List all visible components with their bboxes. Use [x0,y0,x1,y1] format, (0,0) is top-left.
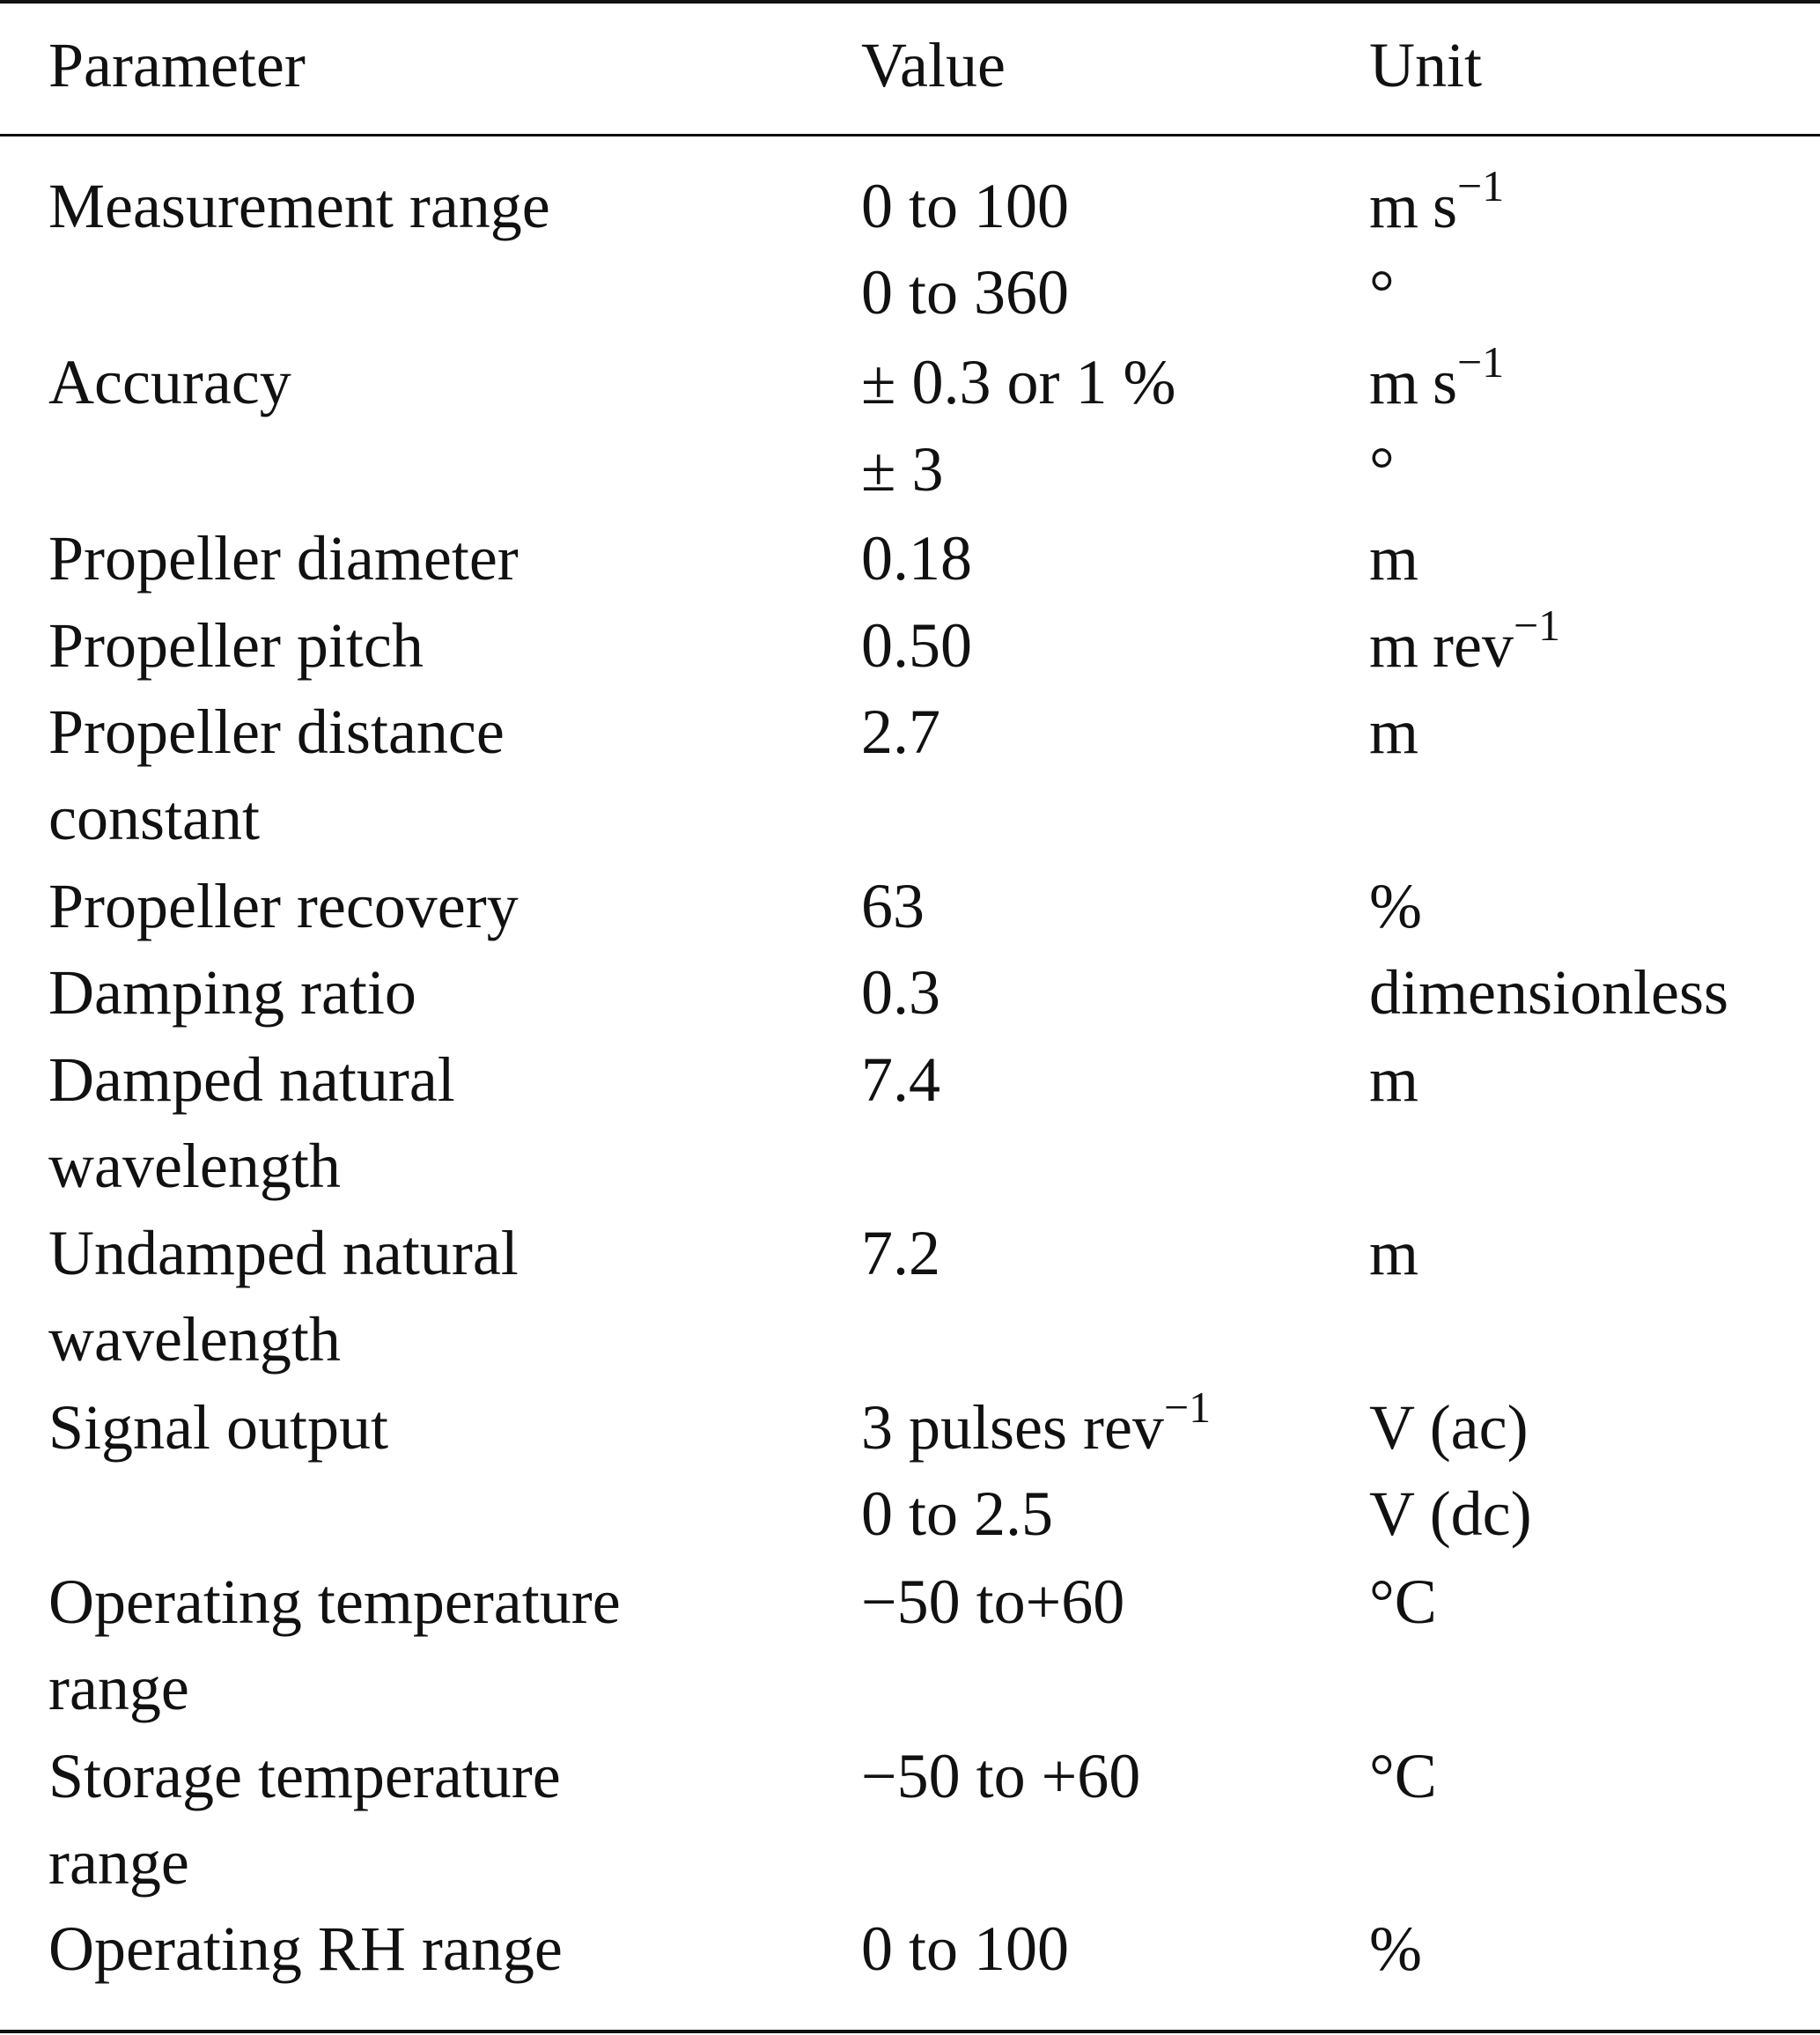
unit-operating-rh-range: % [1369,1913,1422,1984]
unit-propeller-distance-constant: m [1369,697,1419,767]
value-accuracy-direction: ± 3 [861,434,944,505]
value-accuracy-speed: ± 0.3 or 1 % [861,347,1176,417]
value-damped-natural-wavelength: 7.4 [861,1044,940,1115]
value-measurement-range-speed: 0 to 100 [861,171,1070,241]
unit-undamped-natural-wavelength: m [1369,1218,1419,1288]
table-top-rule [0,0,1820,4]
value-measurement-range-direction: 0 to 360 [861,257,1070,328]
table-bottom-rule [0,2030,1820,2033]
unit-propeller-recovery: % [1369,871,1422,941]
value-propeller-recovery: 63 [861,871,925,941]
param-propeller-diameter: Propeller diameter [48,523,519,594]
param-signal-output: Signal output [48,1392,389,1463]
unit-damped-natural-wavelength: m [1369,1044,1419,1115]
param-propeller-pitch: Propeller pitch [48,610,424,681]
value-operating-rh-range: 0 to 100 [861,1913,1070,1984]
value-damping-ratio: 0.3 [861,957,940,1028]
param-damped-natural-wavelength-line2: wavelength [48,1131,341,1201]
param-operating-temperature-range-line2: range [48,1653,189,1723]
value-propeller-distance-constant: 2.7 [861,697,940,767]
unit-measurement-range-direction: ° [1369,257,1395,328]
value-undamped-natural-wavelength: 7.2 [861,1218,940,1288]
header-parameter: Parameter [48,30,306,100]
unit-propeller-diameter: m [1369,523,1419,594]
unit-propeller-pitch: m rev$^{-1}$ [1369,601,1561,681]
value-propeller-diameter: 0.18 [861,523,972,594]
param-propeller-distance-constant-line1: Propeller distance [48,697,505,767]
param-damped-natural-wavelength-line1: Damped natural [48,1044,455,1115]
value-signal-output-ac: 3 pulses rev$^{-1}$ [861,1382,1212,1463]
unit-measurement-range-speed: m $s^{-1}$ [1369,161,1505,241]
param-storage-temperature-range-line1: Storage temperature [48,1741,561,1811]
param-undamped-natural-wavelength-line2: wavelength [48,1304,341,1375]
unit-accuracy-direction: ° [1369,434,1395,505]
param-measurement-range: Measurement range [48,171,550,241]
unit-signal-output-dc: V (dc) [1369,1478,1532,1549]
param-propeller-recovery: Propeller recovery [48,871,519,941]
header-value: Value [861,30,1006,100]
table-header-rule [0,134,1820,136]
param-undamped-natural-wavelength-line1: Undamped natural [48,1218,519,1288]
unit-operating-temperature-range: °C [1369,1567,1437,1637]
header-unit: Unit [1369,30,1483,100]
param-operating-temperature-range-line1: Operating temperature [48,1567,621,1637]
value-signal-output-dc: 0 to 2.5 [861,1478,1054,1549]
value-storage-temperature-range: −50 to +60 [861,1741,1141,1811]
unit-accuracy-speed: m $s^{-1}$ [1369,337,1505,417]
value-operating-temperature-range: −50 to+60 [861,1567,1125,1637]
unit-damping-ratio: dimensionless [1369,957,1728,1028]
unit-storage-temperature-range: °C [1369,1741,1437,1811]
param-operating-rh-range: Operating RH range [48,1913,563,1984]
unit-signal-output-ac: V (ac) [1369,1392,1529,1463]
value-propeller-pitch: 0.50 [861,610,972,681]
param-accuracy: Accuracy [48,347,291,417]
param-propeller-distance-constant-line2: constant [48,783,260,853]
param-damping-ratio: Damping ratio [48,957,416,1028]
param-storage-temperature-range-line2: range [48,1827,189,1898]
